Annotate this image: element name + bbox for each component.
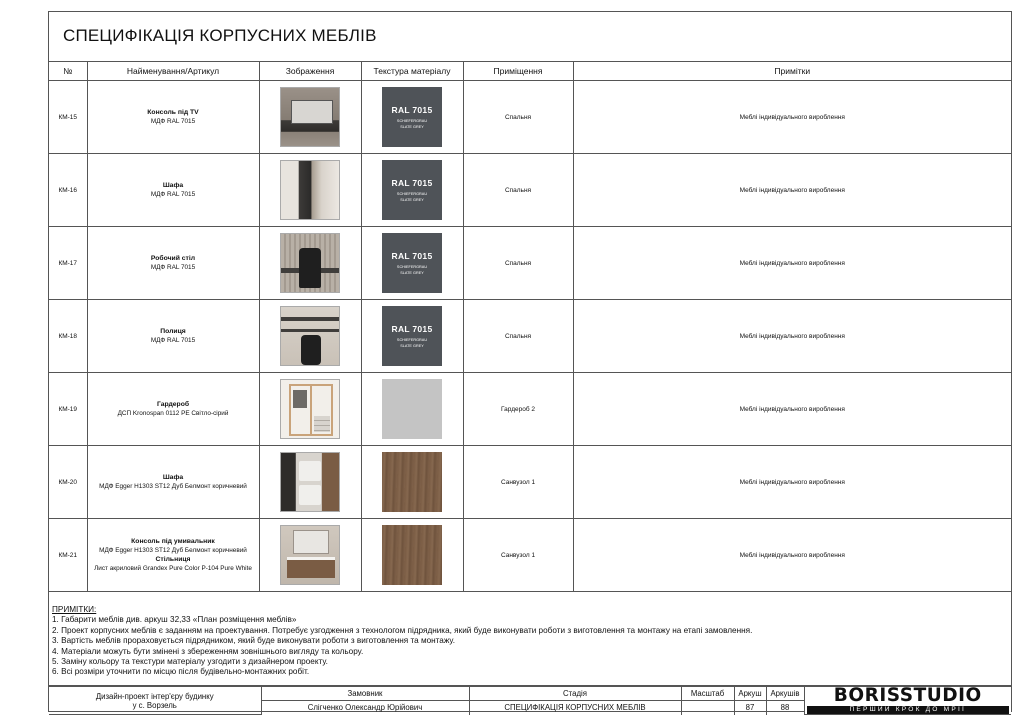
stage-label: Стадія (469, 687, 681, 701)
note-line: 6. Всі розміри уточнити по місцю після будівельно-монтажних робіт. (52, 667, 310, 677)
item-material: МДФ RAL 7015 (150, 264, 196, 271)
row-note: Меблі індивідуального вироблення (573, 154, 1011, 227)
ral-7015-swatch (382, 87, 442, 147)
row-room: Спальня (463, 154, 573, 227)
row-name-cell (87, 154, 259, 227)
item-material: МДФ Egger H1303 ST12 Дуб Белмонт коричневий (99, 547, 247, 554)
sheets-value: 88 (766, 701, 804, 715)
table-row (49, 446, 1011, 519)
row-id: КМ-15 (49, 81, 87, 154)
row-room: Санвузол 1 (463, 519, 573, 592)
ral-7015-swatch (382, 160, 442, 220)
item-title-2: Стільниця (155, 556, 191, 563)
item-title: Гардероб (156, 401, 190, 408)
table-row (49, 227, 1011, 300)
note-line: 1. Габарити меблів див. аркуш 32,33 «План розміщення меблів» (52, 615, 297, 625)
col-header-texture: Текстура матеріалу (361, 62, 463, 81)
drawers-shape (314, 416, 330, 432)
note-line: 3. Вартість меблів прораховується підрядником, який буде виконувати роботи з виготовлення та монтажу. (52, 636, 455, 646)
sheet-value: 87 (734, 701, 766, 715)
item-material: ДСП Kronospan 0112 PE Світло-сірий (117, 410, 229, 417)
row-room: Санвузол 1 (463, 446, 573, 519)
item-title: Консоль під TV (147, 109, 199, 116)
item-title: Шафа (162, 474, 184, 481)
washer-shape (299, 461, 321, 481)
shelf-plank-shape (281, 329, 340, 332)
row-note: Меблі індивідуального вироблення (573, 300, 1011, 373)
notes-heading: ПРИМІТКИ: (52, 605, 97, 614)
swatch-sub1: SCHIEFERGRAU (396, 191, 428, 196)
row-room: Гардероб 2 (463, 373, 573, 446)
row-image-cell (259, 519, 361, 592)
ral-7015-swatch (382, 306, 442, 366)
project-name-line2: у с. Ворзель (132, 700, 177, 710)
row-room: Спальня (463, 81, 573, 154)
swatch-sub1: SCHIEFERGRAU (396, 118, 428, 123)
item-material: МДФ RAL 7015 (150, 118, 196, 125)
swatch-sub2: SLATE GREY (400, 270, 424, 275)
ral-7015-swatch (382, 233, 442, 293)
page-title: СПЕЦИФІКАЦІЯ КОРПУСНИХ МЕБЛІВ (63, 26, 377, 45)
col-header-room: Приміщення (463, 62, 573, 81)
sheets-label: Аркушів (766, 687, 804, 701)
row-id: КМ-17 (49, 227, 87, 300)
item-title: Консоль під умивальник (131, 538, 215, 545)
swatch-sub1: SCHIEFERGRAU (396, 337, 428, 342)
table-row (49, 373, 1011, 446)
row-id: КМ-21 (49, 519, 87, 592)
row-id: КМ-19 (49, 373, 87, 446)
row-texture-cell (361, 519, 463, 592)
scale-value (681, 701, 734, 715)
row-image-cell (259, 300, 361, 373)
item-title: Робочий стіл (150, 255, 196, 262)
wardrobe-divider-shape (310, 384, 312, 436)
row-room: Спальня (463, 227, 573, 300)
chair-shape (299, 248, 321, 288)
row-image-cell (259, 373, 361, 446)
item-material: МДФ RAL 7015 (150, 191, 196, 198)
studio-tagline: ПЕРШИЙ КРОК ДО МРІЇ (807, 706, 1010, 714)
vanity-image (280, 525, 340, 585)
row-texture-cell (361, 154, 463, 227)
row-id: КМ-16 (49, 154, 87, 227)
dryer-shape (299, 485, 321, 505)
oak-texture-swatch (382, 452, 442, 512)
col-header-image: Зображення (259, 62, 361, 81)
mirror-shape (293, 530, 329, 554)
swatch-sub2: SLATE GREY (400, 343, 424, 348)
row-name-cell (87, 81, 259, 154)
row-texture-cell (361, 300, 463, 373)
client-value: Слігченко Олександр Юрійович (261, 701, 469, 715)
item-material-2: Лист акриловий Grandex Pure Color P-104 Pure White (94, 565, 252, 572)
swatch-code: RAL 7015 (391, 323, 433, 334)
studio-logo: BORISSTUDIO (833, 685, 982, 706)
col-header-name: Найменування/Артикул (87, 62, 259, 81)
tv-console-image (280, 87, 340, 147)
row-texture-cell (361, 81, 463, 154)
wardrobe-image (280, 160, 340, 220)
row-texture-cell (361, 373, 463, 446)
row-name-cell (87, 519, 259, 592)
title-stamp (49, 686, 1011, 715)
item-material: МДФ Egger H1303 ST12 Дуб Белмонт коричневий (99, 483, 247, 490)
row-name-cell (87, 373, 259, 446)
notes-block (49, 602, 1011, 686)
shelf-plank-shape (281, 317, 340, 321)
row-note: Меблі індивідуального вироблення (573, 373, 1011, 446)
row-image-cell (259, 154, 361, 227)
item-title: Шафа (162, 182, 184, 189)
item-material: МДФ RAL 7015 (150, 337, 196, 344)
note-line: 5. Заміну кольору та текстури матеріалу узгодити з дизайнером проекту. (52, 657, 328, 667)
row-note: Меблі індивідуального вироблення (573, 81, 1011, 154)
row-id: КМ-20 (49, 446, 87, 519)
row-name-cell (87, 227, 259, 300)
col-header-notes: Примітки (573, 62, 1011, 81)
laundry-cabinet-image (280, 452, 340, 512)
row-note: Меблі індивідуального вироблення (573, 519, 1011, 592)
table-row (49, 81, 1011, 154)
row-room: Спальня (463, 300, 573, 373)
col-header-num: № (49, 62, 87, 81)
spec-table (49, 62, 1011, 592)
specification-sheet (48, 11, 1012, 712)
row-image-cell (259, 81, 361, 154)
table-row (49, 154, 1011, 227)
note-line: 2. Проект корпусних меблів є заданням на проектування. Потребує узгодження з технологом підрядника, який буде виконувати роботи з виготовлення та монтажу на етапі замовлення. (52, 625, 753, 635)
swatch-code: RAL 7015 (391, 177, 433, 188)
row-image-cell (259, 446, 361, 519)
project-name-line1: Дизайн-проект інтер'єру будинку (95, 691, 214, 701)
shelf-image (280, 306, 340, 366)
row-name-cell (87, 446, 259, 519)
row-note: Меблі індивідуального вироблення (573, 446, 1011, 519)
swatch-sub2: SLATE GREY (400, 197, 424, 202)
stage-value: СПЕЦИФІКАЦІЯ КОРПУСНИХ МЕБЛІВ (469, 701, 681, 715)
title-block (49, 12, 1011, 62)
tv-screen-shape (291, 100, 333, 124)
item-title: Полиця (160, 328, 186, 335)
scale-label: Масштаб (681, 687, 734, 701)
swatch-code: RAL 7015 (391, 250, 433, 261)
table-header-row (49, 62, 1011, 81)
project-name-cell (49, 687, 261, 715)
chair-shape (301, 335, 321, 365)
table-row (49, 519, 1011, 592)
dressing-room-image (280, 379, 340, 439)
table-row (49, 300, 1011, 373)
row-texture-cell (361, 446, 463, 519)
vanity-cabinet-shape (287, 560, 335, 578)
row-id: КМ-18 (49, 300, 87, 373)
swatch-sub2: SLATE GREY (400, 124, 424, 129)
client-label: Замовник (261, 687, 469, 701)
sink-top-shape (287, 557, 335, 560)
oak-texture-swatch (382, 525, 442, 585)
logo-cell (804, 687, 1011, 715)
sheet-label: Аркуш (734, 687, 766, 701)
row-note: Меблі індивідуального вироблення (573, 227, 1011, 300)
clothes-shape (293, 390, 307, 408)
row-texture-cell (361, 227, 463, 300)
swatch-sub1: SCHIEFERGRAU (396, 264, 428, 269)
swatch-code: RAL 7015 (391, 104, 433, 115)
row-name-cell (87, 300, 259, 373)
note-line: 4. Матеріали можуть бути змінені з збереженням зовнішнього вигляду та кольору. (52, 646, 364, 656)
light-grey-swatch (382, 379, 442, 439)
desk-image (280, 233, 340, 293)
row-image-cell (259, 227, 361, 300)
